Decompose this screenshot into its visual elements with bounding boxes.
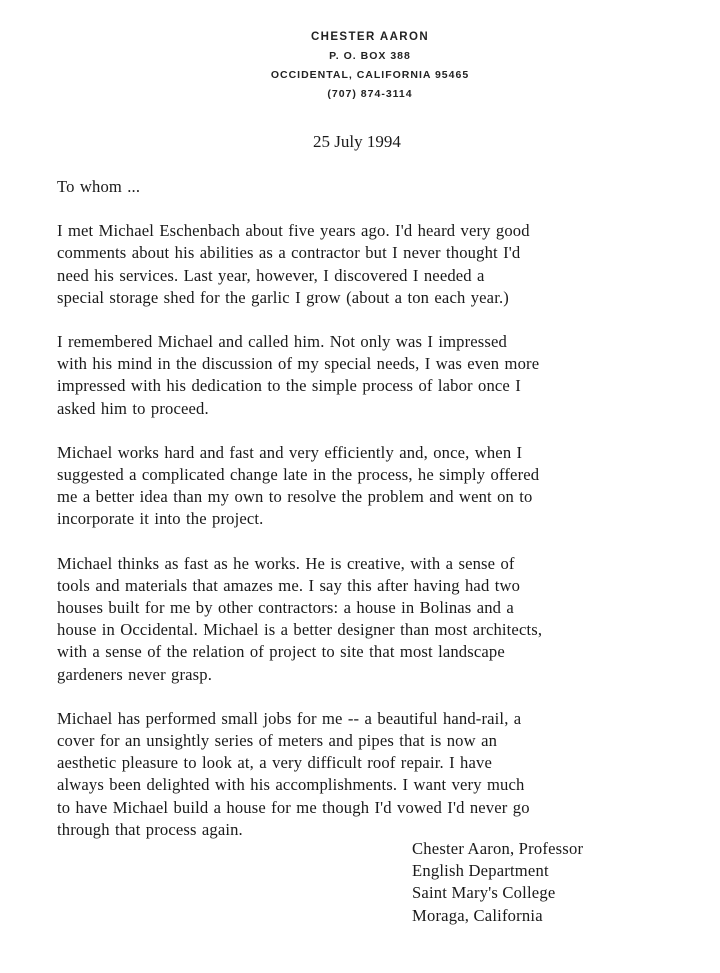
paragraph-line: special storage shed for the garlic I grow (about a ton each year.) xyxy=(57,287,509,307)
letterhead-po-box: P. O. BOX 388 xyxy=(329,50,411,62)
letterhead xyxy=(240,28,500,104)
letter-body xyxy=(57,176,697,863)
paragraph-line: with his mind in the discussion of my special needs, I was even more xyxy=(57,354,540,374)
letterhead-name: CHESTER AARON xyxy=(310,31,430,43)
signature-name: Chester Aaron, Professor xyxy=(412,839,584,858)
paragraph-line: through that process again. xyxy=(57,819,243,839)
paragraph-line: aesthetic pleasure to look at, a very difficult roof repair. I have xyxy=(57,753,492,773)
signature-college: Saint Mary's College xyxy=(412,883,556,903)
paragraph-4 xyxy=(57,553,697,686)
paragraph-line: houses built for me by other contractors: a house in Bolinas and a xyxy=(57,598,514,618)
paragraph-3 xyxy=(57,442,697,531)
paragraph-line: Michael thinks as fast as he works. He is creative, with a sense of xyxy=(57,553,515,573)
signature-block xyxy=(412,838,583,927)
paragraph-line: house in Occidental. Michael is a better designer than most architects, xyxy=(57,620,543,640)
salutation-line: To whom ... xyxy=(57,177,141,196)
paragraph-1 xyxy=(57,220,697,309)
paragraph-line: me a better idea than my own to resolve the problem and went on to xyxy=(57,487,533,507)
letterhead-phone: (707) 874-3114 xyxy=(327,88,413,100)
paragraph-line: asked him to proceed. xyxy=(57,398,209,418)
paragraph-line: tools and materials that amazes me. I say this after having had two xyxy=(57,575,521,595)
paragraph-line: Michael works hard and fast and very efficiently and, once, when I xyxy=(57,442,523,462)
letter-date: 25 July 1994 xyxy=(313,132,401,151)
paragraph-line: gardeners never grasp. xyxy=(57,664,213,684)
paragraph-line: to have Michael build a house for me though I'd vowed I'd never go xyxy=(57,797,530,817)
paragraph-line: incorporate it into the project. xyxy=(57,509,264,529)
paragraph-line: comments about his abilities as a contractor but I never thought I'd xyxy=(57,243,521,263)
paragraph-line: Michael has performed small jobs for me -- a beautiful hand-rail, a xyxy=(57,708,522,728)
signature-department: English Department xyxy=(412,861,549,881)
paragraph-line: with a sense of the relation of project to site that most landscape xyxy=(57,642,505,662)
paragraph-line: suggested a complicated change late in the process, he simply offered xyxy=(57,465,540,485)
paragraph-line: always been delighted with his accomplishments. I want very much xyxy=(57,775,525,795)
signature-location: Moraga, California xyxy=(412,905,543,925)
paragraph-line: cover for an unsightly series of meters and pipes that is now an xyxy=(57,731,498,751)
paragraph-line: need his services. Last year, however, I discovered I needed a xyxy=(57,265,485,285)
salutation xyxy=(57,176,697,198)
letterhead-city: OCCIDENTAL, CALIFORNIA 95465 xyxy=(270,69,470,81)
paragraph-line: I remembered Michael and called him. Not only was I impressed xyxy=(57,332,507,352)
paragraph-5 xyxy=(57,708,697,841)
paragraph-line: I met Michael Eschenbach about five years ago. I'd heard very good xyxy=(57,221,530,241)
paragraph-2 xyxy=(57,331,697,420)
paragraph-line: impressed with his dedication to the simple process of labor once I xyxy=(57,376,521,396)
